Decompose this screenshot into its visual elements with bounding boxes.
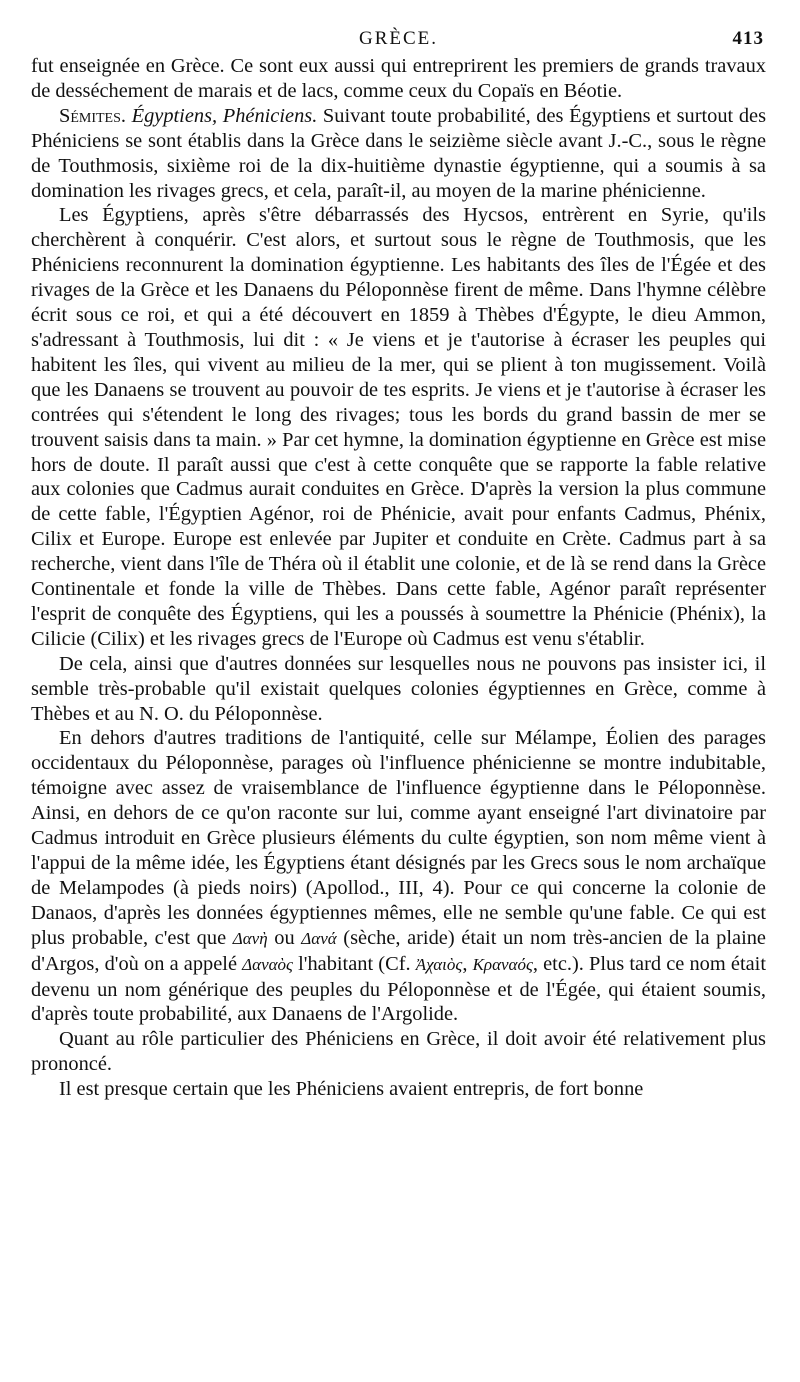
paragraph-text: , etc.). Plus tard ce nom était devenu un nom générique des peuples du Péloponnèse et de l'Égée, qui étaient soumis, d'après toute probabilité, aux Danaens de l'Argolide. <box>31 952 766 1026</box>
greek-word: Δανά <box>301 928 337 948</box>
paragraph-text: , <box>462 952 473 975</box>
paragraph-final: Il est presque certain que les Phéniciens avaient entrepris, de fort bonne <box>59 1078 644 1101</box>
greek-word: Δανὴ <box>232 928 268 948</box>
section-subject: Égyptiens, Phéniciens. <box>131 104 318 127</box>
paragraph-melampe <box>31 726 766 1027</box>
paragraph-semites <box>31 104 766 204</box>
paragraph-phoenicians-role: Quant au rôle particulier des Phéniciens en Grèce, il doit avoir été relativement plus prononcé. <box>31 1028 766 1076</box>
greek-word: Δαναὸς <box>242 954 293 974</box>
greek-word: Κραναός <box>472 954 533 974</box>
paragraph-colonies: De cela, ainsi que d'autres données sur lesquelles nous ne pouvons pas insister ici, il semble très-probable qu'il existait quelques colonies égyptiennes en Grèce, comme à Thèbes et au N. O. du Péloponnèse. <box>31 652 766 725</box>
paragraph-text: Suivant toute probabilité, des Égyptiens et surtout des Phéniciens se sont établis dans la Grèce dans le seizième siècle avant J.-C., sous le règne de Touthmosis, sixième roi de la dix-huitième dynastie égyptienne, qui a soumis à sa domination les rivages grecs, et cela, paraît-il, au moyen de la marine phénicienne. <box>31 104 766 202</box>
running-header <box>31 20 766 54</box>
section-lead: Sémites. <box>59 104 126 127</box>
paragraph-text: l'habitant (Cf. <box>292 952 416 975</box>
greek-word: Ἀχαιὸς <box>415 954 463 974</box>
paragraph-continuation: fut enseignée en Grèce. Ce sont eux aussi qui entreprirent les premiers de grands travaux de desséchement de marais et de lacs, comme ceux du Copaïs en Béotie. <box>31 55 766 102</box>
paragraph-text: ou <box>267 926 302 949</box>
paragraph-text: (sèche, aride) était un nom très-ancien de la plaine d'Argos, d'où on a appelé <box>31 926 766 975</box>
page-number: 413 <box>732 28 764 49</box>
paragraph-egyptians: Les Égyptiens, après s'être débarrassés des Hycsos, entrèrent en Syrie, qu'ils cherchèrent à conquérir. C'est alors, et surtout sous le règne de Touthmosis, que les Phéniciens reconnurent la domination égyptienne. Les habitants des îles de l'Égée et des rivages de la Grèce et les Danaens du Péloponnèse firent de même. Dans l'hymne célèbre écrit sous ce roi, et qui a été découvert en 1859 à Thèbes d'Égypte, le dieu Ammon, s'adressant à Touthmosis, lui dit : « Je viens et je t'autorise à écraser les peuples qui habitent les îles, qui vivent au milieu de la mer, qui se plient à ton mugissement. Voilà que les Danaens se trouvent au pouvoir de tes esprits. Je viens et je t'autorise à écraser les contrées qui s'étendent le long des rivages; tous les bords du grand bassin de mer se trouvent saisis dans ta main. » Par cet hymne, la domination égyptienne en Grèce est mise hors de doute. Il paraît aussi que c'est à cette conquête que se rapporte la fable relative aux colonies que Cadmus aurait conduites en Grèce. D'après la version la plus commune de cette fable, l'Égyptien Agénor, roi de Phénicie, avait pour enfants Cadmus, Phénix, Cilix et Europe. Europe est enlevée par Jupiter et conduite en Crète. Cadmus part à sa recherche, vient dans l'île de Théra où il établit une colonie, et de là se rend dans la Grèce Continentale et fonde la ville de Thèbes. Dans cette fable, Agénor paraît représenter l'esprit de conquête des Égyptiens, qui les a poussés à soumettre la Phénicie (Phénix), la Cilicie (Cilix) et les rivages grecs de l'Europe où Cadmus est venu s'établir. <box>31 204 766 650</box>
running-title: GRÈCE. <box>358 28 439 49</box>
book-page <box>31 20 766 1102</box>
paragraph-text: En dehors d'autres traditions de l'antiquité, celle sur Mélampe, Éolien des parages occidentaux du Péloponnèse, parages où l'influence phénicienne se montre indubitable, témoigne avec assez de vraisemblance de l'influence égyptienne dans le Péloponnèse. Ainsi, en dehors de ce qu'on raconte sur lui, comme ayant enseigné l'art divinatoire par Cadmus introduit en Grèce plusieurs éléments du culte égyptien, son nom même vient à l'appui de la même idée, les Égyptiens étant désignés par les Grecs sous le nom archaïque de Melampodes (à pieds noirs) (Apollod., III, 4). Pour ce qui concerne la colonie de Danaos, d'après les données égyptiennes mêmes, elle ne semble qu'une fable. Ce qui est plus probable, c'est que <box>31 727 766 949</box>
